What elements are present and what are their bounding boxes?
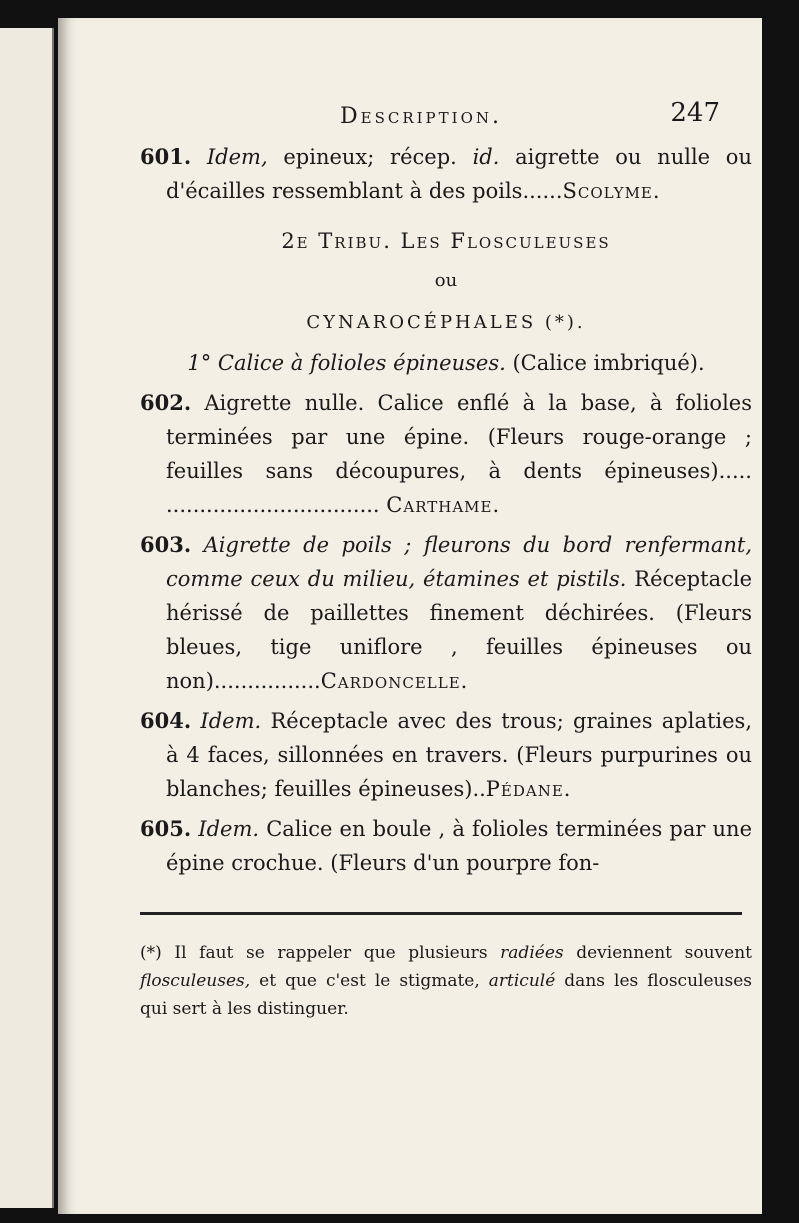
entry-italic: Idem, <box>206 145 268 169</box>
entry-text: Calice en boule , à folioles terminées par une épine crochue. (Fleurs d'un pourpre fon- <box>166 817 752 875</box>
page-number: 247 <box>670 98 720 128</box>
entry-604 <box>140 704 752 806</box>
entry-number: 602. <box>140 390 192 415</box>
entry-italic: Idem. <box>191 817 260 841</box>
left-page-edge <box>0 28 54 1208</box>
footnote-italic: articulé <box>488 971 556 991</box>
entry-605 <box>140 812 752 880</box>
genus-name: Carthame. <box>386 493 501 517</box>
entry-number: 604. <box>140 708 192 733</box>
entry-italic: Idem. <box>191 709 262 733</box>
footnote-italic: radiées <box>500 943 564 963</box>
footnote-text: dans les flosculeuses qui sert à les distinguer. <box>140 971 752 1019</box>
subsection-heading <box>140 346 752 380</box>
footnote-text: Il faut se rappeler que plusieurs <box>161 943 501 963</box>
entry-number: 605. <box>140 816 192 841</box>
entry-text: aigrette ou nulle ou d'écailles ressemblant à des poils...... <box>166 145 752 203</box>
entry-text: Réceptacle hérissé de paillettes finement déchirées. (Fleurs bleues, tige uniflore , feuilles épineuses ou non)................ <box>166 567 752 693</box>
subsection-text: (Calice imbriqué). <box>505 351 705 375</box>
entry-603 <box>140 528 752 698</box>
entry-number: 601. <box>140 144 192 169</box>
book-page <box>58 18 762 1214</box>
entry-text: epineux; récep. <box>267 145 473 169</box>
genus-name: Cardoncelle. <box>320 669 469 693</box>
tribe-or: ou <box>434 270 458 291</box>
genus-name: Pédane. <box>485 777 572 801</box>
running-title: Description. <box>340 104 502 129</box>
footnote-italic: flosculeuses, <box>140 971 251 991</box>
tribe-name: CYNAROCÉPHALES (*). <box>306 312 586 333</box>
footnote <box>140 939 752 1023</box>
entry-text: Aigrette nulle. Calice enflé à la base, à folioles terminées par une épine. (Fleurs rouge-orange ; feuilles sans découpures, à dents épineuses)..... <box>166 391 752 483</box>
entry-601 <box>140 140 752 208</box>
entry-number: 603. <box>140 532 192 557</box>
footnote-text: deviennent souvent <box>563 943 752 963</box>
entry-italic: id. <box>472 145 500 169</box>
footnote-rule <box>140 912 742 915</box>
entry-italic: Aigrette de poils ; fleurons du bord renfermant, comme ceux du milieu, étamines et pistils. <box>166 533 752 591</box>
tribe-heading: 2e Tribu. Les Flosculeuses <box>281 229 611 253</box>
page-content <box>140 88 752 1023</box>
entry-text: Réceptacle avec des trous; graines aplaties, à 4 faces, sillonnées en travers. (Fleurs purpurines ou blanches; feuilles épineuses).. <box>166 709 753 801</box>
page-header <box>140 88 752 134</box>
footnote-text: et que c'est le stigmate, <box>250 971 489 991</box>
footnote-mark: (*) <box>140 943 162 963</box>
leader-dots: ................................ <box>166 493 380 517</box>
genus-name: Scolyme. <box>562 179 661 203</box>
subsection-italic: 1° Calice à folioles épineuses. <box>187 351 506 375</box>
entry-602 <box>140 386 752 522</box>
